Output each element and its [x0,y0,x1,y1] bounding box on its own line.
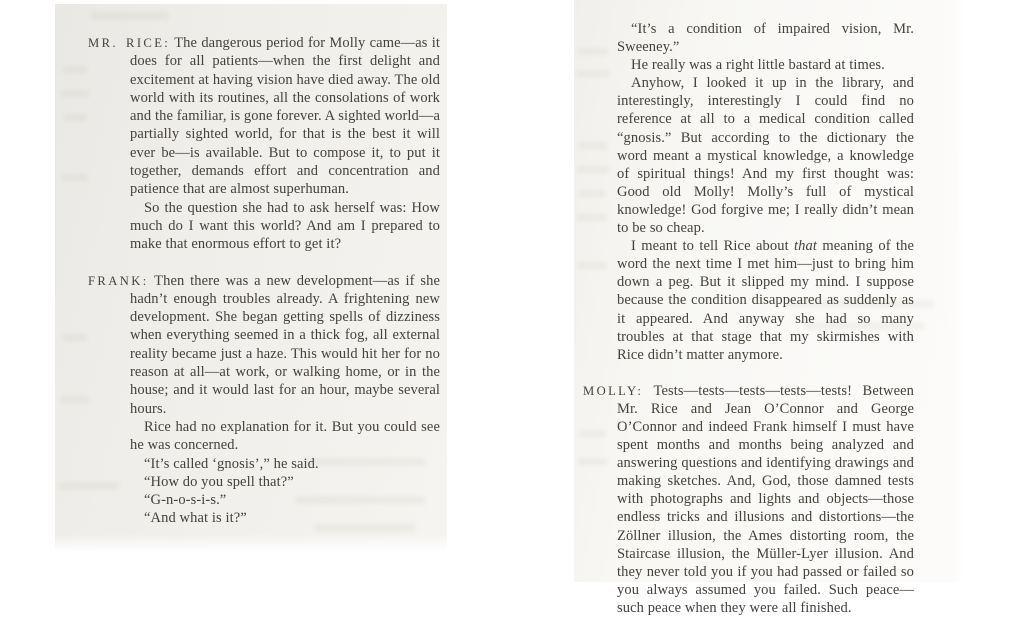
right-page [574,0,963,616]
speech-paragraph: Anyhow, I looked it up in the library, and interestingly, interestingly I could find no reference at all to a medical condition called “gnosis.” But according to the dictionary the word meant a mystical knowledge, a knowledge of spiritual things! And my first thought was: Good old Molly! Molly’s full of mystical knowledge! God forgive me; I really didn’t mean to be so cheap. [617,75,914,237]
speaker-label: MOLLY: [583,383,644,398]
speech-paragraph: “How do you spell that?” [144,473,294,490]
left-page [55,4,447,550]
left-page-text [88,34,440,528]
bleed-through-mark [91,12,169,20]
speech-paragraph: “G-n-o-s-i-s.” [144,492,227,509]
speech-block [88,34,440,254]
bleed-through-mark [63,334,87,341]
bleed-through-mark [63,66,87,73]
speaker-label: FRANK: [88,273,149,288]
speech-block [583,20,914,364]
speech-opening-paragraph: MR. RICE: The dangerous period for Molly came—as it does for all patients—when the first delight and excitement at having vision have died away. The old world with its routines, all the consolations of work and the familiar, is gone forever. A sighted world—a partially sighted world, for that is the best it will ever be—is available. But to compose it, to put it together, demands effort and concentration and patience that are almost superhuman. [88,35,441,198]
speech-paragraph: “It’s called ‘gnosis’,” he said. [144,455,319,472]
speech-block [88,272,440,528]
bleed-through-mark [62,174,88,181]
speech-opening-paragraph: MOLLY: Tests—tests—tests—tests—tests! Between Mr. Rice and Jean O’Connor and George O’Connor and indeed Frank himself I must have spent months and months being analyzed and answering questions and identifying drawings and making sketches. And, God, those damned tests with photographs and lights and objects—those endless tricks and illusions and distortions—the Zöllner illusion, the Ames distorting room, the Staircase illusion, the Müller-Lyer illusion. And they never told you if you had passed or failed so you always assumed you failed. Such peace—such peace when they were all finished. [583,382,914,616]
speech-paragraph: Rice had no explanation for it. But you could see he was concerned. [130,418,440,454]
right-page-text [583,20,914,617]
bleed-through-mark [61,90,89,97]
speech-opening-paragraph: FRANK: Then there was a new development—as if she hadn’t enough troubles already. A frightening new development. She began getting spells of dizziness when everything seemed in a thick fog, all external reality became just a haze. This would hit her for no reason at all—at work, or walking home, or in the house; and it would last for an hour, maybe several hours. [88,272,440,417]
bleed-through-mark [61,396,89,403]
speech-paragraph: So the question she had to ask herself was: How much do I want this world? And am I prepared to make that enormous effort to get it? [130,199,440,253]
speaker-label: MR. RICE: [88,36,171,50]
speech-paragraph: He really was a right little bastard at times. [631,57,885,74]
speech-paragraph: “It’s a condition of impaired vision, Mr. Sweeney.” [617,21,914,56]
speech-paragraph: “And what is it?” [144,510,247,527]
bleed-through-mark [64,114,86,121]
speech-paragraph: I meant to tell Rice about that meaning of the word the next time I met him—just to bring him down a peg. But it slipped my mind. I suppose because the condition disappeared as suddenly as it appeared. And anyway she had so many troubles at that stage that my skirmishes with Rice didn’t matter anymore. [617,238,914,363]
